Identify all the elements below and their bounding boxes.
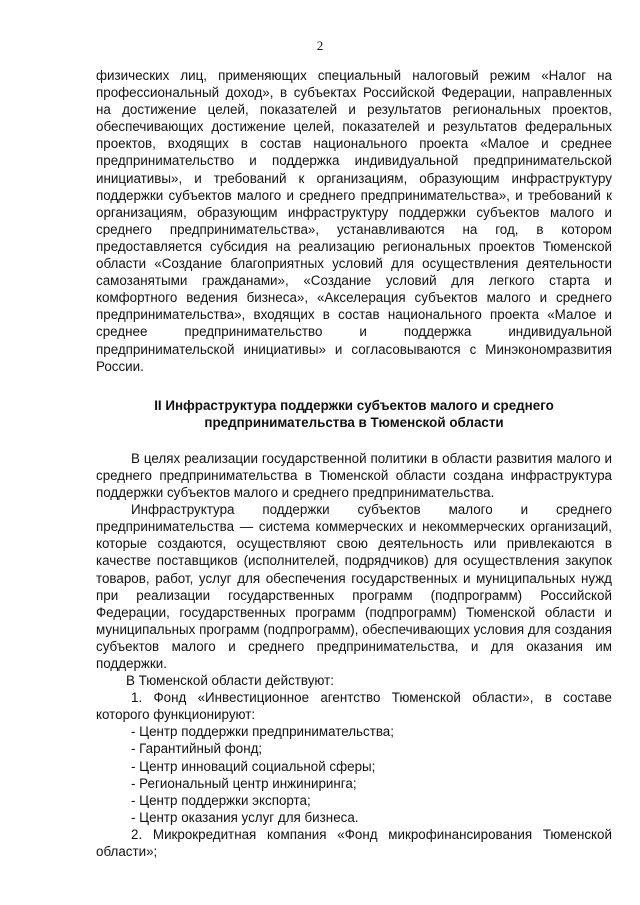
paragraph-infrastructure-intro: В целях реализации государственной политики в области развития малого и среднего предпринимательства в Тюменской области создана инфраструктура поддержки субъектов малого и среднего предпринимательства.	[96, 450, 612, 501]
sub-item: - Центр поддержки предпринимательства;	[131, 724, 394, 740]
sub-item: - Гарантийный фонд;	[131, 741, 263, 757]
paragraph-infrastructure-definition: Инфраструктура поддержки субъектов малого и среднего предпринимательства — система коммерческих и некоммерческих организаций, которые создаются, осуществляют свою деятельность или привлекаются в качестве поставщиков (исполнителей, подрядчиков) для осуществления закупок товаров, работ, услуг для обеспечения государственных и муниципальных нужд при реализации государственных программ (подпрограмм) Российской Федерации, государственных программ (подпрограмм) Тюменской области и муниципальных программ (подпрограмм), обеспечивающих условия для создания субъектов малого и среднего предпринимательства, и для оказания им поддержки.	[96, 502, 612, 671]
sub-item: - Центр оказания услуг для бизнеса.	[131, 809, 359, 825]
document-body	[96, 67, 612, 860]
sub-item: - Региональный центр инжиниринга;	[131, 775, 357, 791]
sub-item-list	[96, 723, 612, 826]
page-number: 2	[316, 38, 324, 53]
sub-item: - Центр инноваций социальной сферы;	[131, 758, 376, 774]
list-item-fund-investment-agency: 1. Фонд «Инвестиционное агентство Тюменской области», в составе которого функционируют:	[96, 690, 612, 723]
paragraph-operating-list-intro: В Тюменской области действуют:	[126, 673, 335, 689]
paragraph-continuation: физических лиц, применяющих специальный налоговый режим «Налог на профессиональный доход», в субъектах Российской Федерации, направленных на достижение целей, показателей и результатов региональных проектов, обеспечивающих достижение целей, показателей и результатов федеральных проектов, входящих в состав национального проекта «Малое и среднее предпринимательство и поддержка индивидуальной предпринимательской инициативы», и требований к организациям, образующим инфраструктуру поддержки субъектов малого и среднего предпринимательства», и требований к организациям, образующим инфраструктуру поддержки субъектов малого и среднего предпринимательства», устанавливаются на год, в котором предоставляется субсидия на реализацию региональных проектов Тюменской области «Создание благоприятных условий для осуществления деятельности самозанятыми гражданами», «Создание условий для легкого старта и комфортного ведения бизнеса», «Акселерация субъектов малого и среднего предпринимательства», входящих в состав национального проекта «Малое и среднее предпринимательство и поддержка индивидуальной предпринимательской инициативы» и согласовываются с Минэкономразвития России.	[96, 68, 612, 374]
section-heading: II Инфраструктура поддержки субъектов малого и среднего предпринимательства в Тюменской области	[154, 397, 554, 430]
sub-item: - Центр поддержки экспорта;	[131, 792, 311, 808]
list-item-microfinance-fund: 2. Микрокредитная компания «Фонд микрофинансирования Тюменской области»;	[96, 826, 612, 860]
